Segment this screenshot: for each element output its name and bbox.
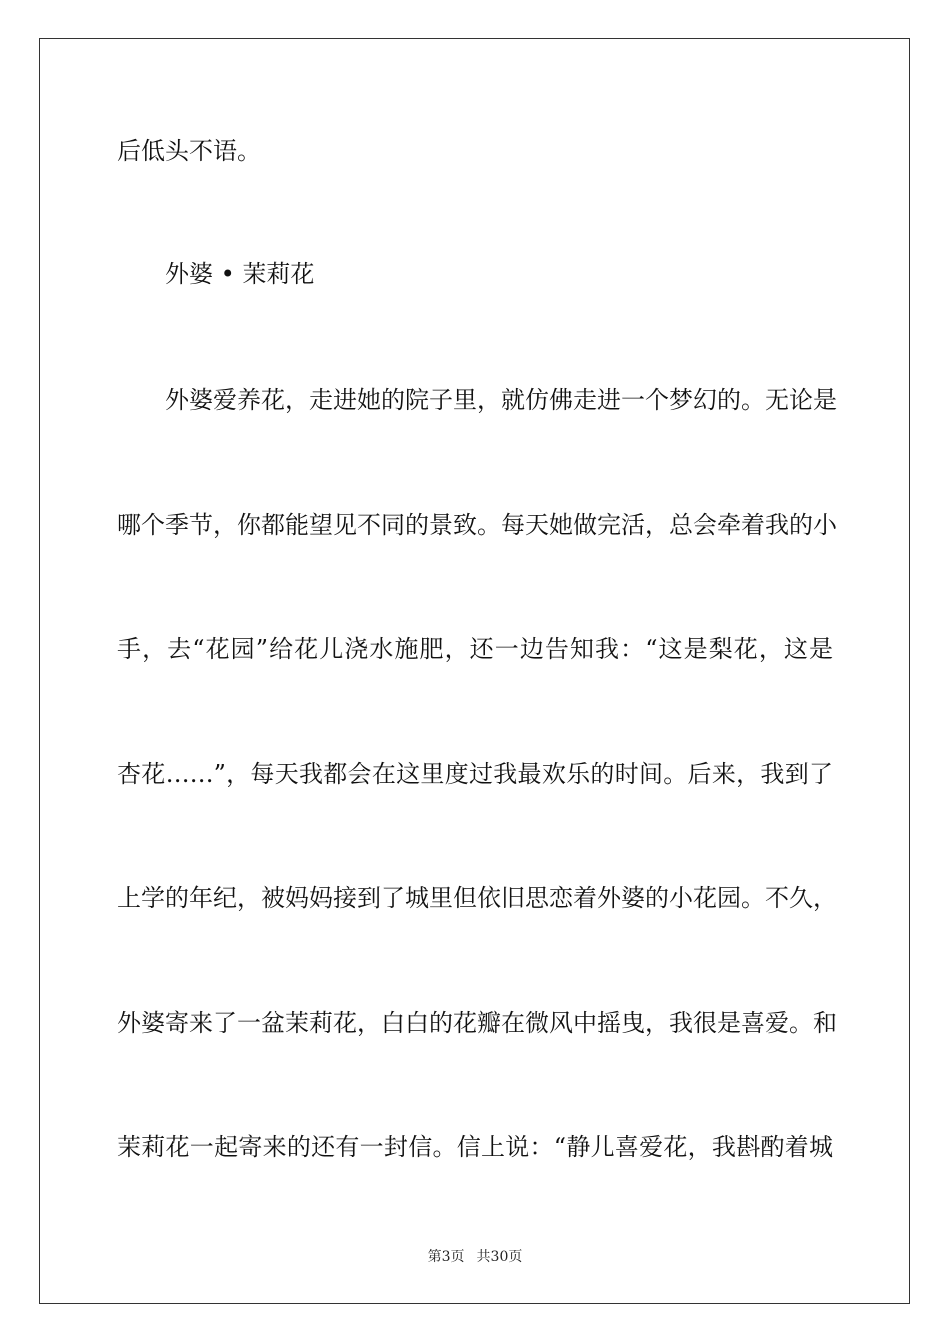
body-text-line: 杏花……”，每天我都会在这里度过我最欢乐的时间。后来，我到了 — [117, 760, 833, 788]
page-border — [39, 38, 910, 1304]
body-text-line: 手，去“花园”给花儿浇水施肥，还一边告知我：“这是梨花，这是 — [117, 635, 833, 663]
page-total: 共30页 — [476, 1249, 523, 1265]
body-text-line: 外婆寄来了一盆茉莉花，白白的花瓣在微风中摇曳，我很是喜爱。和 — [117, 1009, 837, 1037]
page-footer — [0, 1248, 950, 1266]
body-text-line: 茉莉花一起寄来的还有一封信。信上说：“静儿喜爱花，我斟酌着城 — [117, 1133, 833, 1161]
section-heading: 外婆 • 茉莉花 — [165, 260, 315, 288]
body-text-line: 后低头不语。 — [117, 137, 261, 165]
body-text-line: 外婆爱养花，走进她的院子里，就仿佛走进一个梦幻的。无论是 — [165, 386, 837, 414]
body-text-line: 上学的年纪，被妈妈接到了城里但依旧思恋着外婆的小花园。不久， — [117, 884, 837, 912]
body-text-line: 哪个季节，你都能望见不同的景致。每天她做完活，总会牵着我的小 — [117, 511, 837, 539]
page-number: 第3页 — [427, 1249, 465, 1265]
